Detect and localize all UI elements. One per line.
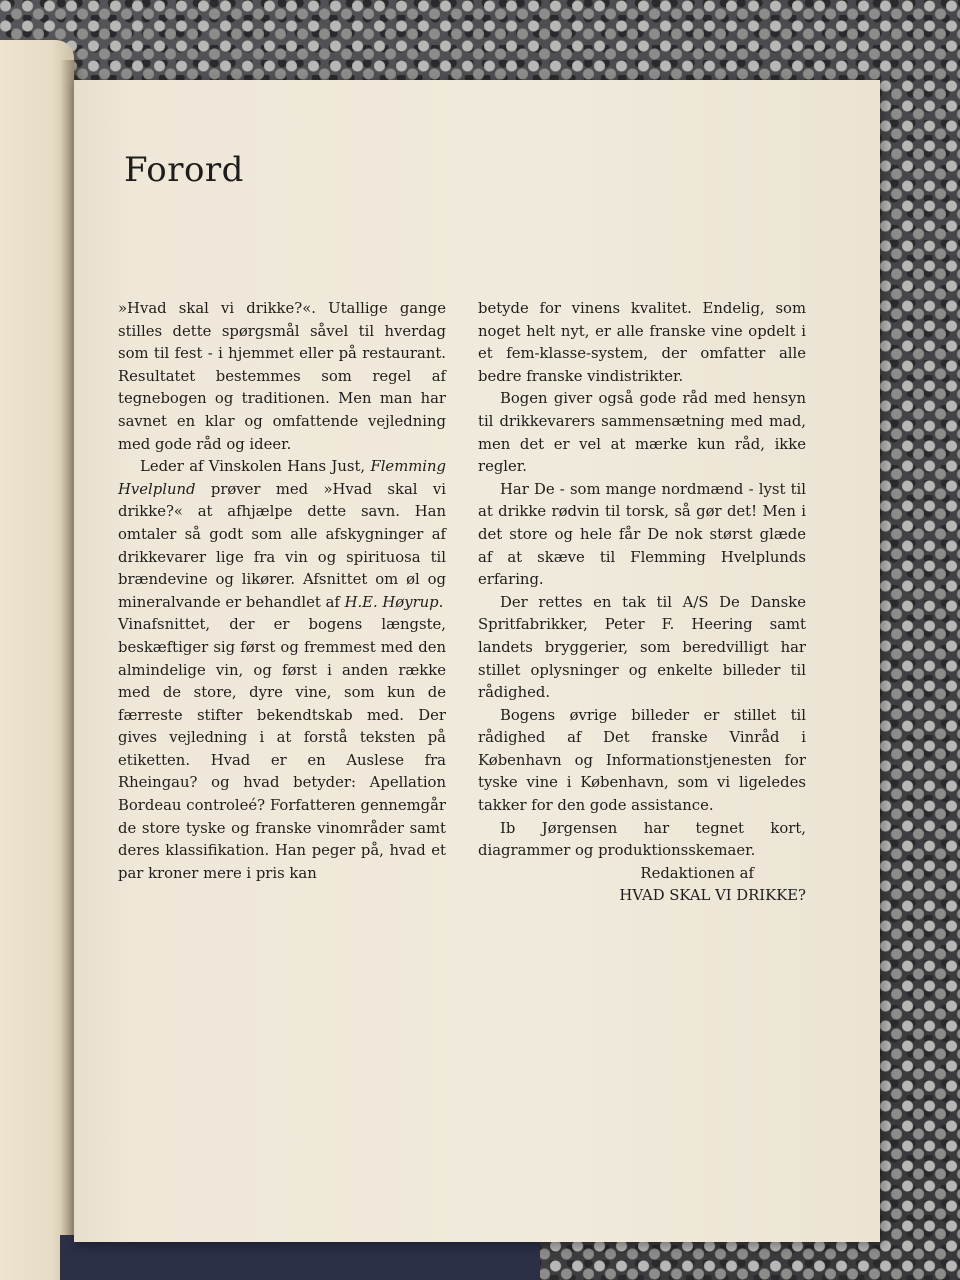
author-name-flemming: Flemming Hvelplund [118,458,446,498]
paragraph-intro: »Hvad skal vi drikke?«. Utallige gange stilles dette spørgsmål såvel til hverdag som til fest - i hjemmet eller på restaurant. Resultatet bestemmes som regel af tegnebogen og traditionen. Men man har savnet en klar og omfattende vejledning med gode råd og ideer. [118,300,446,453]
left-text-column [118,298,446,885]
author-name-hoyrup: H.E. Høyrup [344,593,439,611]
paragraph-authors-part-b: prøver med »Hvad skal vi drikke?« at afhjælpe dette savn. Han omtaler så godt som alle afskygninger af drikkevarer lige fra vin og spirituosa til brændevine og likører. Afsnittet om øl og mineralvande er behandlet af [118,480,446,611]
signature-line-2: HVAD SKAL VI DRIKKE? [619,887,806,905]
page-heading: Forord [124,150,244,190]
paragraph-authors-part-a: Leder af Vinskolen Hans Just, [140,458,371,476]
paragraph-food-pairing: Bogen giver også gode råd med hensyn til drikkevarers sammensætning med mad, men det er vel at mærke kun råd, ikke regler. [478,390,806,476]
paragraph-illustrations: Ib Jørgensen har tegnet kort, diagrammer og produktionsskemaer. [478,819,806,860]
paragraph-authors [118,456,446,614]
paragraph-thanks: Der rettes en tak til A/S De Danske Spritfabrikker, Peter F. Heering samt landets bryggerier, som beredvilligt har stillet oplysninger og enkelte billeder til rådighed. [478,593,806,702]
right-text-column [478,298,806,908]
paragraph-images: Bogens øvrige billeder er stillet til rådighed af Det franske Vinråd i København og Informationstjenesten for tyske vine i København, som vi ligeledes takker for den gode assistance. [478,706,806,815]
paragraph-wine-section: Vinafsnittet, der er bogens længste, beskæftiger sig først og fremmest med den almindelige vin, og først i anden række med de store, dyre vine, som kun de færreste stifter bekendtskab med. Der gives vejledning i at forstå teksten på etiketten. Hvad er en Auslese fra Rheingau? og hvad betyder: Apellation Bordeau controleé? Forfatteren gennemgår de store tyske og franske vinområder samt deres klassifikation. Han peger på, hvad et par kroner mere i pris kan [118,616,446,882]
signature-line-1: Redaktionen af [640,864,754,882]
paragraph-red-wine: Har De - som mange nordmænd - lyst til at drikke rødvin til torsk, så gør det! Men i det store og hele får De nok størst glæde af at skæve til Flemming Hvelplunds erfaring. [478,480,806,589]
book-page [74,80,880,1242]
paragraph-wine-quality: betyde for vinens kvalitet. Endelig, som noget helt nyt, er alle franske vine opdelt i et fem-klasse-system, der omfatter alle bedre franske vindistrikter. [478,300,806,385]
paragraph-authors-part-c: . [438,593,444,611]
